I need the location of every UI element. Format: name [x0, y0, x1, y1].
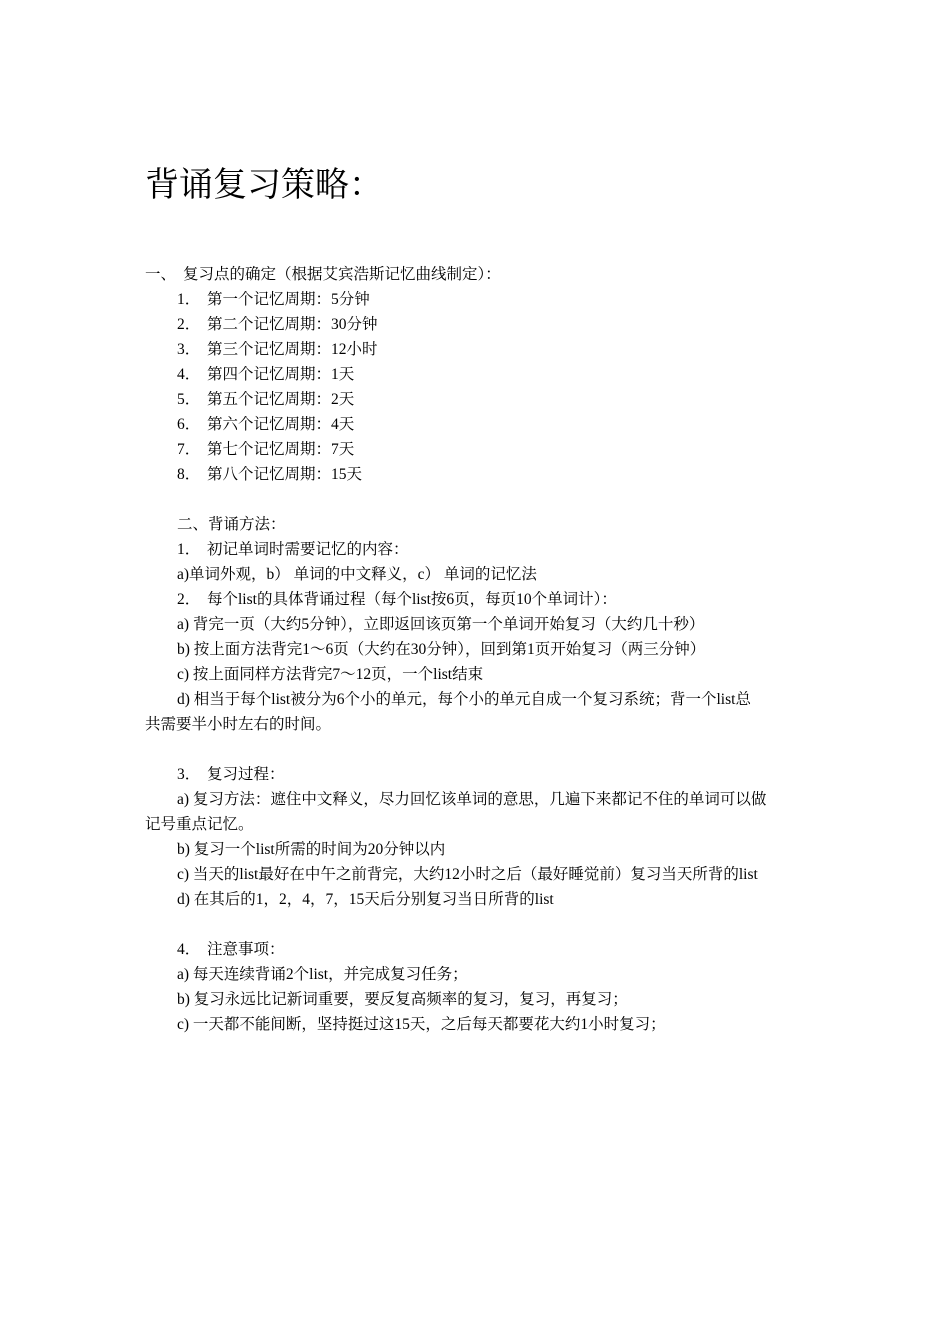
list-item-text: 第二个记忆周期：30分钟: [207, 316, 378, 333]
paragraph: [177, 540, 409, 560]
paragraph-text: 初记单词时需要记忆的内容：: [207, 541, 409, 558]
section3-number: 3．: [177, 766, 201, 783]
section4-heading-text: 注意事项：: [207, 941, 285, 958]
list-item-text: 第一个记忆周期：5分钟: [207, 291, 370, 308]
list-item: [177, 315, 378, 335]
section3-heading: [177, 765, 285, 785]
list-item: [177, 365, 354, 385]
list-item-text: 第三个记忆周期：12小时: [207, 341, 378, 358]
list-item-text: 第七个记忆周期：7天: [207, 441, 355, 458]
list-item: [177, 290, 370, 310]
paragraph-continuation: 共需要半小时左右的时间。: [145, 716, 332, 733]
paragraph: [177, 590, 617, 610]
page-title: 背诵复习策略：: [145, 167, 383, 204]
list-item-number: 7．: [177, 441, 201, 458]
section1-heading-text: 复习点的确定（根据艾宾浩斯记忆曲线制定）：: [183, 266, 501, 283]
list-item: [177, 465, 362, 485]
paragraph: a) 背完一页（大约5分钟），立即返回该页第一个单词开始复习（大约几十秒）: [177, 616, 705, 633]
list-item-number: 3．: [177, 341, 201, 358]
section1-number: 一、: [145, 266, 177, 283]
list-item: [177, 340, 378, 360]
section4-heading: [177, 940, 285, 960]
list-item-number: 6．: [177, 416, 201, 433]
list-item-number: 2．: [177, 316, 201, 333]
paragraph: b) 复习永远比记新词重要，要反复高频率的复习，复习，再复习；: [177, 991, 628, 1008]
paragraph-text: 每个list的具体背诵过程（每个list按6页，每页10个单词计）：: [207, 591, 617, 608]
paragraph: b) 按上面方法背完1～6页（大约在30分钟），回到第1页开始复习（两三分钟）: [177, 641, 706, 658]
list-item-text: 第五个记忆周期：2天: [207, 391, 355, 408]
paragraph: d) 相当于每个list被分为6个小的单元，每个小的单元自成一个复习系统；背一个list总: [177, 691, 751, 708]
list-item-text: 第四个记忆周期：1天: [207, 366, 355, 383]
section1-heading: [145, 265, 501, 285]
paragraph: a)单词外观，b） 单词的中文释义，c） 单词的记忆法: [177, 566, 537, 583]
list-item-text: 第六个记忆周期：4天: [207, 416, 355, 433]
list-item: [177, 440, 354, 460]
list-item-number: 1．: [177, 291, 201, 308]
paragraph-number: 2．: [177, 591, 201, 608]
paragraph-continuation: 记号重点记忆。: [145, 816, 254, 833]
list-item-number: 4．: [177, 366, 201, 383]
paragraph: c) 按上面同样方法背完7～12页，一个list结束: [177, 666, 484, 683]
paragraph: b) 复习一个list所需的时间为20分钟以内: [177, 841, 446, 858]
paragraph: c) 一天都不能间断，坚持挺过这15天，之后每天都要花大约1小时复习；: [177, 1016, 666, 1033]
paragraph: a) 复习方法：遮住中文释义，尽力回忆该单词的意思，几遍下来都记不住的单词可以做: [177, 791, 767, 808]
list-item-number: 5．: [177, 391, 201, 408]
list-item-number: 8．: [177, 466, 201, 483]
paragraph: d) 在其后的1，2，4，7，15天后分别复习当日所背的list: [177, 891, 554, 908]
section3-heading-text: 复习过程：: [207, 766, 285, 783]
section4-number: 4．: [177, 941, 201, 958]
list-item: [177, 390, 354, 410]
paragraph: c) 当天的list最好在中午之前背完，大约12小时之后（最好睡觉前）复习当天所背的list: [177, 866, 758, 883]
list-item: [177, 415, 354, 435]
paragraph: a) 每天连续背诵2个list，并完成复习任务；: [177, 966, 468, 983]
paragraph-number: 1．: [177, 541, 201, 558]
list-item-text: 第八个记忆周期：15天: [207, 466, 363, 483]
section2-heading: 二、背诵方法：: [177, 516, 286, 533]
